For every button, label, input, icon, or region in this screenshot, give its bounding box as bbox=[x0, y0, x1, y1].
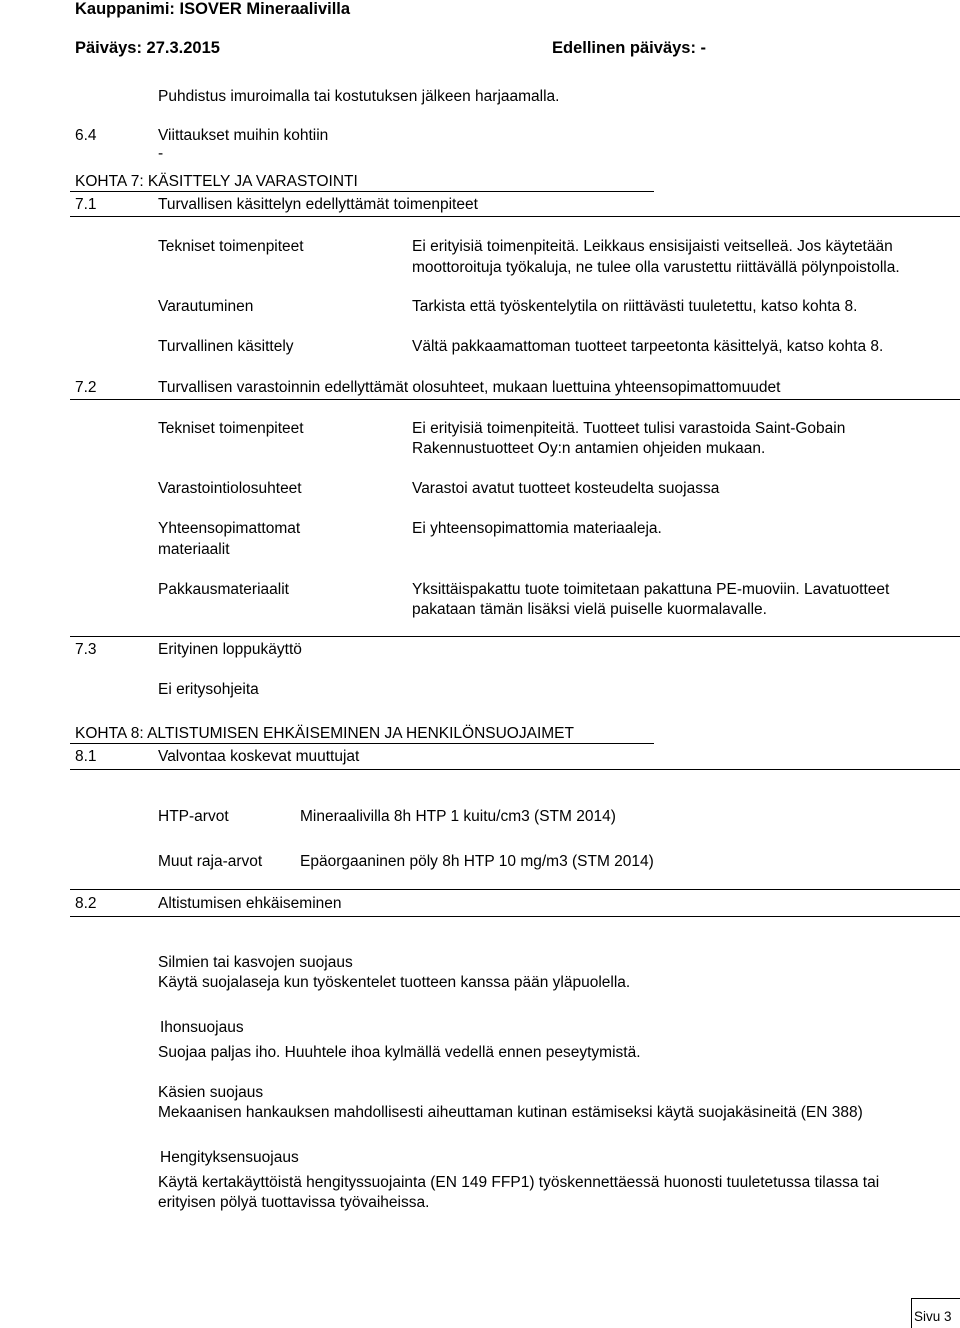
section-7-heading: KOHTA 7: KÄSITTELY JA VARASTOINTI bbox=[75, 173, 358, 190]
previous-date: Edellinen päiväys: - bbox=[552, 39, 707, 57]
storage-tech-line1: Ei erityisiä toimenpiteitä. Tuotteet tulisi varastoida Saint-Gobain bbox=[412, 420, 846, 437]
storage-tech-label: Tekniset toimenpiteet bbox=[158, 420, 304, 437]
page-number: Sivu 3 bbox=[914, 1309, 952, 1324]
packaging-label: Pakkausmateriaalit bbox=[158, 581, 289, 598]
hand-protection-title: Käsien suojaus bbox=[158, 1084, 264, 1101]
section-7-3-top-rule bbox=[70, 636, 960, 637]
hand-protection-text: Mekaanisen hankauksen mahdollisesti aiheuttaman kutinan estämiseksi käytä suojakäsineitä (EN 388) bbox=[158, 1104, 863, 1121]
respiratory-protection-line1: Käytä kertakäyttöistä hengityssuojainta (EN 149 FFP1) työskennettäessä huonosti tuuletetussa tilassa tai bbox=[158, 1174, 880, 1191]
tech-measures-label: Tekniset toimenpiteet bbox=[158, 238, 304, 255]
eye-protection-title: Silmien tai kasvojen suojaus bbox=[158, 954, 353, 971]
section-6-4-number: 6.4 bbox=[75, 127, 97, 144]
document-date: Päiväys: 27.3.2015 bbox=[75, 39, 220, 57]
packaging-line2: pakataan tämän lisäksi vielä puiselle kuormalavalle. bbox=[412, 601, 767, 618]
respiratory-protection-line2: erityisen pölyä tuottavissa työvaiheissa. bbox=[158, 1194, 430, 1211]
section-7-2-title: Turvallisen varastoinnin edellyttämät olosuhteet, mukaan luettuina yhteensopimattomuudet bbox=[158, 379, 781, 396]
skin-protection-text: Suojaa paljas iho. Huuhtele ihoa kylmällä vedellä ennen peseytymistä. bbox=[158, 1044, 641, 1061]
respiratory-protection-title: Hengityksensuojaus bbox=[160, 1149, 299, 1166]
cleaning-text: Puhdistus imuroimalla tai kostutuksen jälkeen harjaamalla. bbox=[158, 88, 560, 105]
section-7-3-number: 7.3 bbox=[75, 641, 97, 658]
section-7-1-number: 7.1 bbox=[75, 196, 97, 213]
other-limits-label: Muut raja-arvot bbox=[158, 853, 263, 870]
section-8-1-title: Valvontaa koskevat muuttujat bbox=[158, 748, 360, 765]
section-8-2-rule bbox=[70, 916, 960, 917]
section-7-1-rule bbox=[70, 216, 960, 217]
storage-conditions-text: Varastoi avatut tuotteet kosteudelta suojassa bbox=[412, 480, 720, 497]
section-8-heading: KOHTA 8: ALTISTUMISEN EHKÄISEMINEN JA HENKILÖNSUOJAIMET bbox=[75, 725, 574, 742]
incompatible-label-line2: materiaalit bbox=[158, 541, 230, 558]
other-limits-text: Epäorgaaninen pöly 8h HTP 10 mg/m3 (STM 2014) bbox=[300, 853, 654, 870]
section-6-4-text: - bbox=[158, 145, 164, 162]
tech-measures-line2: moottoroituja työkaluja, ne tulee olla varustettu riittävällä pölynpoistolla. bbox=[412, 259, 900, 276]
section-7-3-text: Ei eritysohjeita bbox=[158, 681, 259, 698]
skin-protection-title: Ihonsuojaus bbox=[160, 1019, 244, 1036]
storage-tech-line2: Rakennustuotteet Oy:n antamien ohjeiden mukaan. bbox=[412, 440, 766, 457]
section-7-heading-box bbox=[70, 171, 654, 192]
tech-measures-line1: Ei erityisiä toimenpiteitä. Leikkaus ensisijaisti veitselleä. Jos käytetään bbox=[412, 238, 893, 255]
section-8-1-rule bbox=[70, 769, 960, 770]
section-8-2-number: 8.2 bbox=[75, 895, 97, 912]
section-7-1-title: Turvallisen käsittelyn edellyttämät toimenpiteet bbox=[158, 196, 478, 213]
section-7-3-title: Erityinen loppukäyttö bbox=[158, 641, 302, 658]
safe-handling-label: Turvallinen käsittely bbox=[158, 338, 294, 355]
section-8-2-title: Altistumisen ehkäiseminen bbox=[158, 895, 342, 912]
htp-label: HTP-arvot bbox=[158, 808, 229, 825]
preparedness-label: Varautuminen bbox=[158, 298, 254, 315]
incompatible-label-line1: Yhteensopimattomat bbox=[158, 520, 301, 537]
incompatible-text: Ei yhteensopimattomia materiaaleja. bbox=[412, 520, 662, 537]
section-6-4-title: Viittaukset muihin kohtiin bbox=[158, 127, 329, 144]
packaging-line1: Yksittäispakattu tuote toimitetaan pakattuna PE-muoviin. Lavatuotteet bbox=[412, 581, 890, 598]
section-7-2-rule bbox=[70, 399, 960, 400]
eye-protection-text: Käytä suojalaseja kun työskentelet tuotteen kanssa pään yläpuolella. bbox=[158, 974, 631, 991]
safe-handling-text: Vältä pakkaamattoman tuotteet tarpeetonta käsittelyä, katso kohta 8. bbox=[412, 338, 884, 355]
section-8-1-number: 8.1 bbox=[75, 748, 97, 765]
section-7-2-number: 7.2 bbox=[75, 379, 97, 396]
section-8-heading-box bbox=[70, 723, 654, 744]
page-number-box bbox=[911, 1298, 960, 1328]
trade-name: Kauppanimi: ISOVER Mineraalivilla bbox=[75, 0, 351, 18]
section-8-2-top-rule bbox=[70, 889, 960, 890]
storage-conditions-label: Varastointiolosuhteet bbox=[158, 480, 302, 497]
preparedness-text: Tarkista että työskentelytila on riittävästi tuuletettu, katso kohta 8. bbox=[412, 298, 858, 315]
htp-text: Mineraalivilla 8h HTP 1 kuitu/cm3 (STM 2014) bbox=[300, 808, 616, 825]
